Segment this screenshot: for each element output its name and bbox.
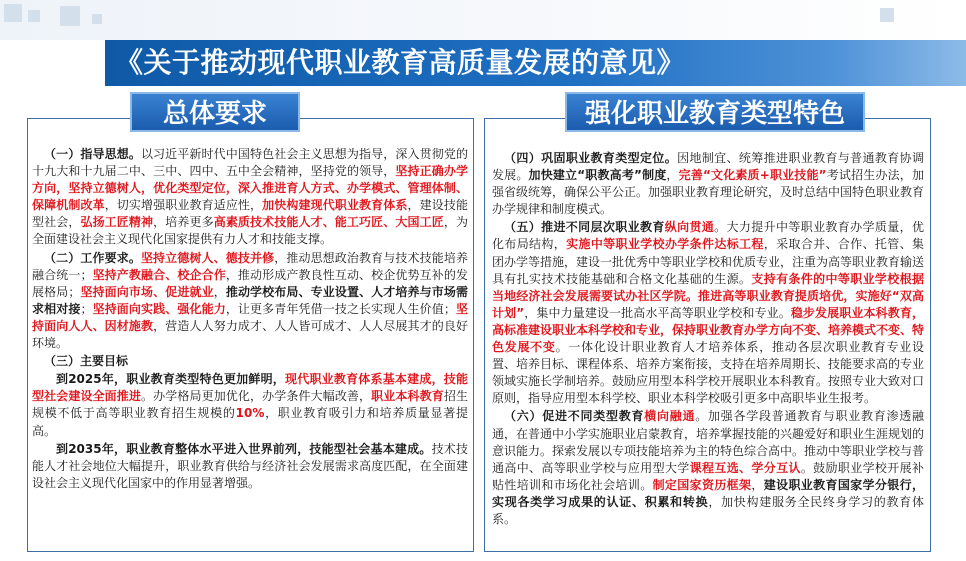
- paragraph-main-goals-heading: [32, 353, 468, 370]
- paragraph-goal-2035: [32, 441, 468, 492]
- bold-text: 建设职业教育国家学分银行，实现各类学习成果的认证、积累和转换: [492, 477, 924, 509]
- page-title: 《关于推动现代职业教育高质量发展的意见》: [105, 40, 966, 86]
- decor-square: [60, 6, 80, 26]
- highlight-text: 支持有条件的中等职业学校根据当地经济社会发展需要试办社区学院。推进高等职业教育提质培优，实施好“双高计划”: [492, 271, 924, 320]
- highlight-text: 职业本科教育: [371, 389, 444, 404]
- highlight-text: 坚持面向市场、促进就业: [80, 284, 214, 299]
- body-text: ，集中力量建设一批高水平高等职业学校和专业。: [524, 305, 791, 320]
- body-text: 考试招生办法，加强省级统筹，确保公平公正。加强职业教育理论研究，及时总结中国特色职业教育办学规律和制度模式。: [492, 168, 925, 217]
- body-text: 技术技能人才社会地位大幅提升，职业教育供给与经济社会发展需求高度匹配，在全面建设社会主义现代化国家中的作用显著增强。: [32, 441, 468, 490]
- body-text: ，采取合并、合作、托管、集团办学等措施，建设一批优秀中等职业学校和优质专业，注重为高等职业教育输送具有扎实技术技能基础和合格文化基础的生源。: [492, 237, 925, 286]
- highlight-text: 横向融通: [644, 409, 696, 424]
- decor-square: [4, 4, 22, 22]
- section-heading: （四）巩固职业教育类型定位。: [504, 151, 678, 165]
- highlight-text: 现代职业教育体系基本建成，技能型社会建设全面推进: [32, 372, 468, 404]
- highlight-text: 加快构建现代职业教育体系: [262, 198, 408, 213]
- section-heading: （一）指导思想。: [44, 147, 141, 161]
- tab-type-features: 强化职业教育类型特色: [565, 92, 865, 132]
- highlight-text: 制定国家资历框架: [652, 477, 752, 492]
- bold-text: 到2025年，职业教育类型特色更加鲜明，: [56, 372, 286, 387]
- body-text: 。加强各学段普通教育与职业教育渗透融通，在普通中小学实施职业启蒙教育，培养掌握技能的兴趣爱好和职业生涯规划的意识能力。探索发展以专项技能培养为主的特色综合高中。推动中等职业学校与普通高中、高等职业学校与应用型大学: [492, 409, 925, 475]
- highlight-text: 稳步发展职业本科教育，高标准建设职业本科学校和专业，保持职业教育办学方向不变、培养模式不变、特色发展不变: [492, 305, 925, 355]
- highlight-text: 坚持面向人人、因材施教: [32, 301, 468, 333]
- body-text: ，为全面建设社会主义现代化国家提供有力人才和技能支撑。: [32, 215, 468, 247]
- left-content: [32, 146, 468, 492]
- paragraph-vertical-integration: [492, 219, 924, 407]
- body-text: ，营造人人努力成才、人人皆可成才、人人尽展其才的良好环境。: [32, 318, 468, 351]
- section-heading: （二）工作要求。: [44, 250, 141, 265]
- body-text: ，: [666, 168, 679, 183]
- body-text: 。办学格局更加优化，办学条件大幅改善，: [141, 389, 372, 404]
- body-text: ，推动形成产教良性互动、校企优势互补的发展格局；: [32, 267, 468, 299]
- tab-general-requirements: 总体要求: [130, 92, 300, 132]
- body-text: 招生规模不低于高等职业教育招生规模的: [32, 389, 468, 421]
- paragraph-goal-2025: [32, 371, 468, 439]
- highlight-text: 坚持正确办学方向，坚持立德树人，优化类型定位，深入推进育人方式、办学模式、管理体制、保障机制改革: [32, 164, 468, 213]
- bold-text: 加快建立“职教高考”制度: [528, 168, 667, 183]
- paragraph-guiding-ideology: [32, 146, 468, 249]
- highlight-text: 坚持产教融合、校企合作: [92, 267, 226, 282]
- body-text: 因地制宜、统筹推进职业教育与普通教育协调发展。: [492, 151, 924, 183]
- body-text: ，: [751, 477, 764, 492]
- body-text: 。大力提升中等职业教育办学质量，优化布局结构，: [492, 220, 924, 252]
- top-decoration: [0, 0, 966, 40]
- decor-square: [28, 10, 40, 22]
- body-text: ，切实增强职业教育适应性，: [104, 198, 263, 213]
- bold-text: 推动学校布局、专业设置、人才培养与市场需求相对接: [32, 284, 468, 316]
- paragraph-work-requirements: [32, 250, 468, 353]
- highlight-text: 高素质技术技能人才、能工巧匠、大国工匠: [213, 215, 444, 230]
- body-text: ，: [213, 284, 226, 299]
- section-heading: （五）推进不同层次职业教育: [504, 220, 665, 235]
- body-text: 以习近平新时代中国特色社会主义思想为指导，深入贯彻党的十九大和十九届二中、三中、四中、五中全会精神，坚持党的领导，: [32, 147, 468, 179]
- highlight-text: 实施中等职业学校办学条件达标工程: [566, 237, 764, 252]
- bold-text: 到2035年，职业教育整体水平进入世界前列，技能型社会基本建成。: [56, 441, 432, 456]
- highlight-text: 弘扬工匠精神: [80, 215, 154, 230]
- highlight-text: 坚持立德树人、德技并修: [140, 250, 275, 265]
- body-text: ；: [80, 301, 93, 316]
- section-heading: （六）促进不同类型教育: [504, 409, 645, 424]
- right-content: [492, 150, 924, 528]
- highlight-text: 纵向贯通: [664, 220, 715, 235]
- body-text: ，职业教育吸引力和培养质量显著提高。: [32, 406, 468, 438]
- body-text: ，加快构建服务全民终身学习的教育体系。: [492, 494, 924, 526]
- body-text: 。一体化设计职业教育人才培养体系，推动各层次职业教育专业设置、培养目标、课程体系、培养方案衔接，支持在培养周期长、技能要求高的专业领域实施长学制培养。鼓励应用型本科学校开展职业本科教育。按照专业大致对口原则，指导应用型本科学校、职业本科学校吸引更多中高职毕业生报考。: [492, 340, 925, 406]
- highlight-text: 课程互选、学分互认: [689, 460, 801, 475]
- decor-square: [880, 8, 894, 22]
- body-text: 。鼓励职业学校开展补贴性培训和市场化社会培训。: [492, 460, 924, 492]
- body-text: ，让更多青年凭借一技之长实现人生价值；: [225, 301, 456, 316]
- highlight-text: 坚持面向实践、强化能力: [92, 301, 226, 316]
- paragraph-horizontal-integration: [492, 408, 924, 528]
- decor-square: [92, 14, 102, 24]
- highlight-text: 10%: [235, 406, 265, 421]
- body-text: ，建设技能型社会，: [32, 198, 468, 230]
- paragraph-type-positioning: [492, 150, 924, 218]
- body-text: ，培养更多: [153, 215, 214, 230]
- section-heading: （三）主要目标: [44, 354, 129, 369]
- body-text: ，推动思想政治教育与技术技能培养融合统一；: [32, 250, 468, 282]
- highlight-text: 完善“文化素质+职业技能”: [678, 168, 827, 183]
